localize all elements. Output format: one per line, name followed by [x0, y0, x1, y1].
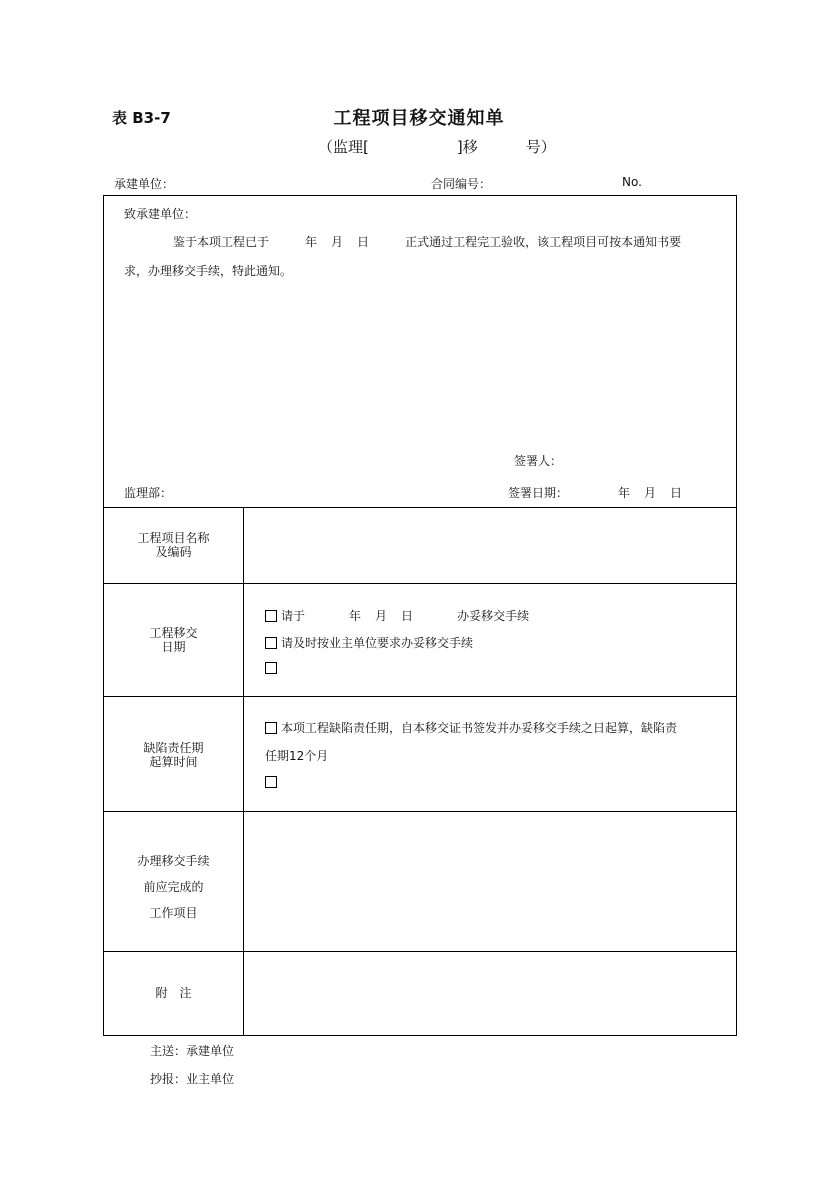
checkbox[interactable]: [265, 776, 277, 788]
notice-text-line1: [173, 228, 681, 257]
column-divider: [243, 507, 244, 1035]
defect-option-standard[interactable]: 本项工程缺陷责任期，自本移交证书签发并办妥移交手续之日起算，缺陷责: [265, 719, 677, 736]
sign-date-fields: [618, 484, 682, 501]
table-divider: [103, 951, 737, 952]
defect-option-standard-cont: 任期12个月: [265, 749, 329, 763]
subtitle: [318, 136, 556, 157]
table-number: 表 B3-7: [112, 109, 171, 127]
sign-date-year: 年: [618, 486, 631, 500]
checkbox[interactable]: [265, 637, 277, 649]
checkbox[interactable]: [265, 662, 277, 674]
document-number-label: No.: [622, 175, 642, 189]
contractor-label: 承建单位：: [114, 177, 175, 191]
contract-number-label: 合同编号：: [431, 177, 492, 191]
project-name-label: 工程项目名称 及编码: [137, 531, 210, 559]
recipient-label: 致承建单位：: [124, 207, 197, 221]
subtitle-prefix: （监理[: [318, 138, 369, 156]
send-to: 主送：承建单位: [150, 1044, 235, 1058]
remarks-label: 附 注: [155, 986, 192, 1000]
notice-text-a: 鉴于本项工程已于: [173, 235, 270, 249]
sign-date-label: 签署日期：: [508, 486, 569, 500]
notice-text-b: 正式通过工程完工验收，该工程项目可按本通知书要: [405, 235, 682, 249]
table-divider: [103, 583, 737, 584]
table-divider: [103, 811, 737, 812]
subtitle-middle: ]移: [456, 138, 478, 156]
sign-date-day: 日: [670, 486, 683, 500]
table-divider: [103, 507, 737, 508]
handover-option-owner[interactable]: 请及时按业主单位要求办妥移交手续: [265, 634, 473, 651]
defect-period-label: 缺陷责任期 起算时间: [143, 741, 204, 769]
notice-year: 年: [305, 235, 318, 249]
notice-month: 月: [331, 235, 344, 249]
subtitle-suffix: 号）: [525, 138, 556, 156]
checkbox[interactable]: [265, 610, 277, 622]
notice-day: 日: [357, 235, 370, 249]
defect-option-other[interactable]: [265, 775, 281, 789]
signer-label: 签署人：: [514, 454, 563, 468]
notice-text-line2: 求，办理移交手续，特此通知。: [124, 264, 293, 278]
table-divider: [103, 696, 737, 697]
handover-option-date[interactable]: 请于 年 月 日 办妥移交手续: [265, 607, 529, 624]
handover-option-other[interactable]: [265, 661, 281, 675]
page-title: 工程项目移交通知单: [333, 108, 505, 129]
handover-date-label: 工程移交 日期: [149, 626, 198, 654]
work-items-label: 办理移交手续 前应完成的 工作项目: [137, 854, 210, 920]
supervision-dept-label: 监理部：: [124, 486, 173, 500]
copy-to: 抄报：业主单位: [150, 1072, 235, 1086]
sign-date-month: 月: [644, 486, 657, 500]
checkbox[interactable]: [265, 722, 277, 734]
